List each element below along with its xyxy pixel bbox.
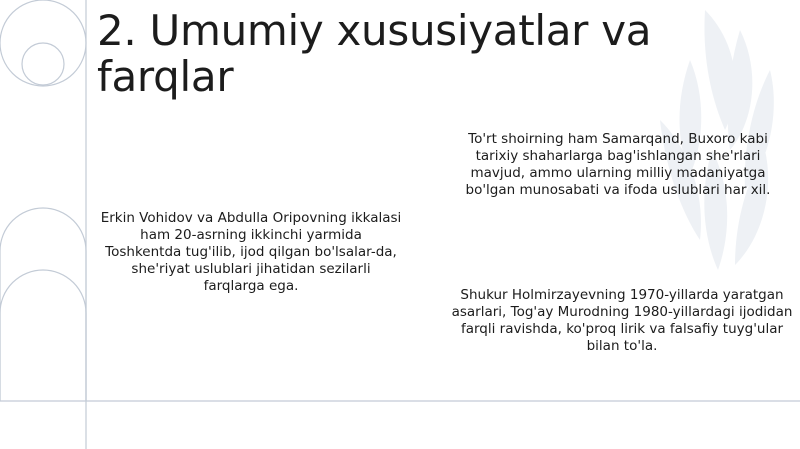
decor-arch-upper bbox=[0, 208, 86, 401]
decor-arch-lower bbox=[0, 270, 86, 401]
text-block-right-top: To'rt shoirning ham Samarqand, Buxoro kabi tarixiy shaharlarga bag'ishlangan she'rlari mavjud, ammo ularning milliy madaniyatga bo'lgan munosabati va ifoda uslublari har xil. bbox=[465, 131, 771, 198]
decor-circle-small bbox=[22, 43, 64, 85]
slide-title: 2. Umumiy xususiyatlar va farqlar bbox=[97, 6, 652, 101]
text-block-right-bottom: Shukur Holmirzayevning 1970-yillarda yaratgan asarlari, Tog'ay Murodning 1980-yillardagi ijodidan farqli ravishda, ko'proq lirik va falsafiy tuyg'ular bilan to'la. bbox=[451, 287, 793, 354]
text-block-left: Erkin Vohidov va Abdulla Oripovning ikkalasi ham 20-asrning ikkinchi yarmida Toshkentda tug'ilib, ijod qilgan bo'lsalar-da, she'riyat uslublari jihatidan sezilarli farqlarga ega. bbox=[100, 210, 402, 294]
